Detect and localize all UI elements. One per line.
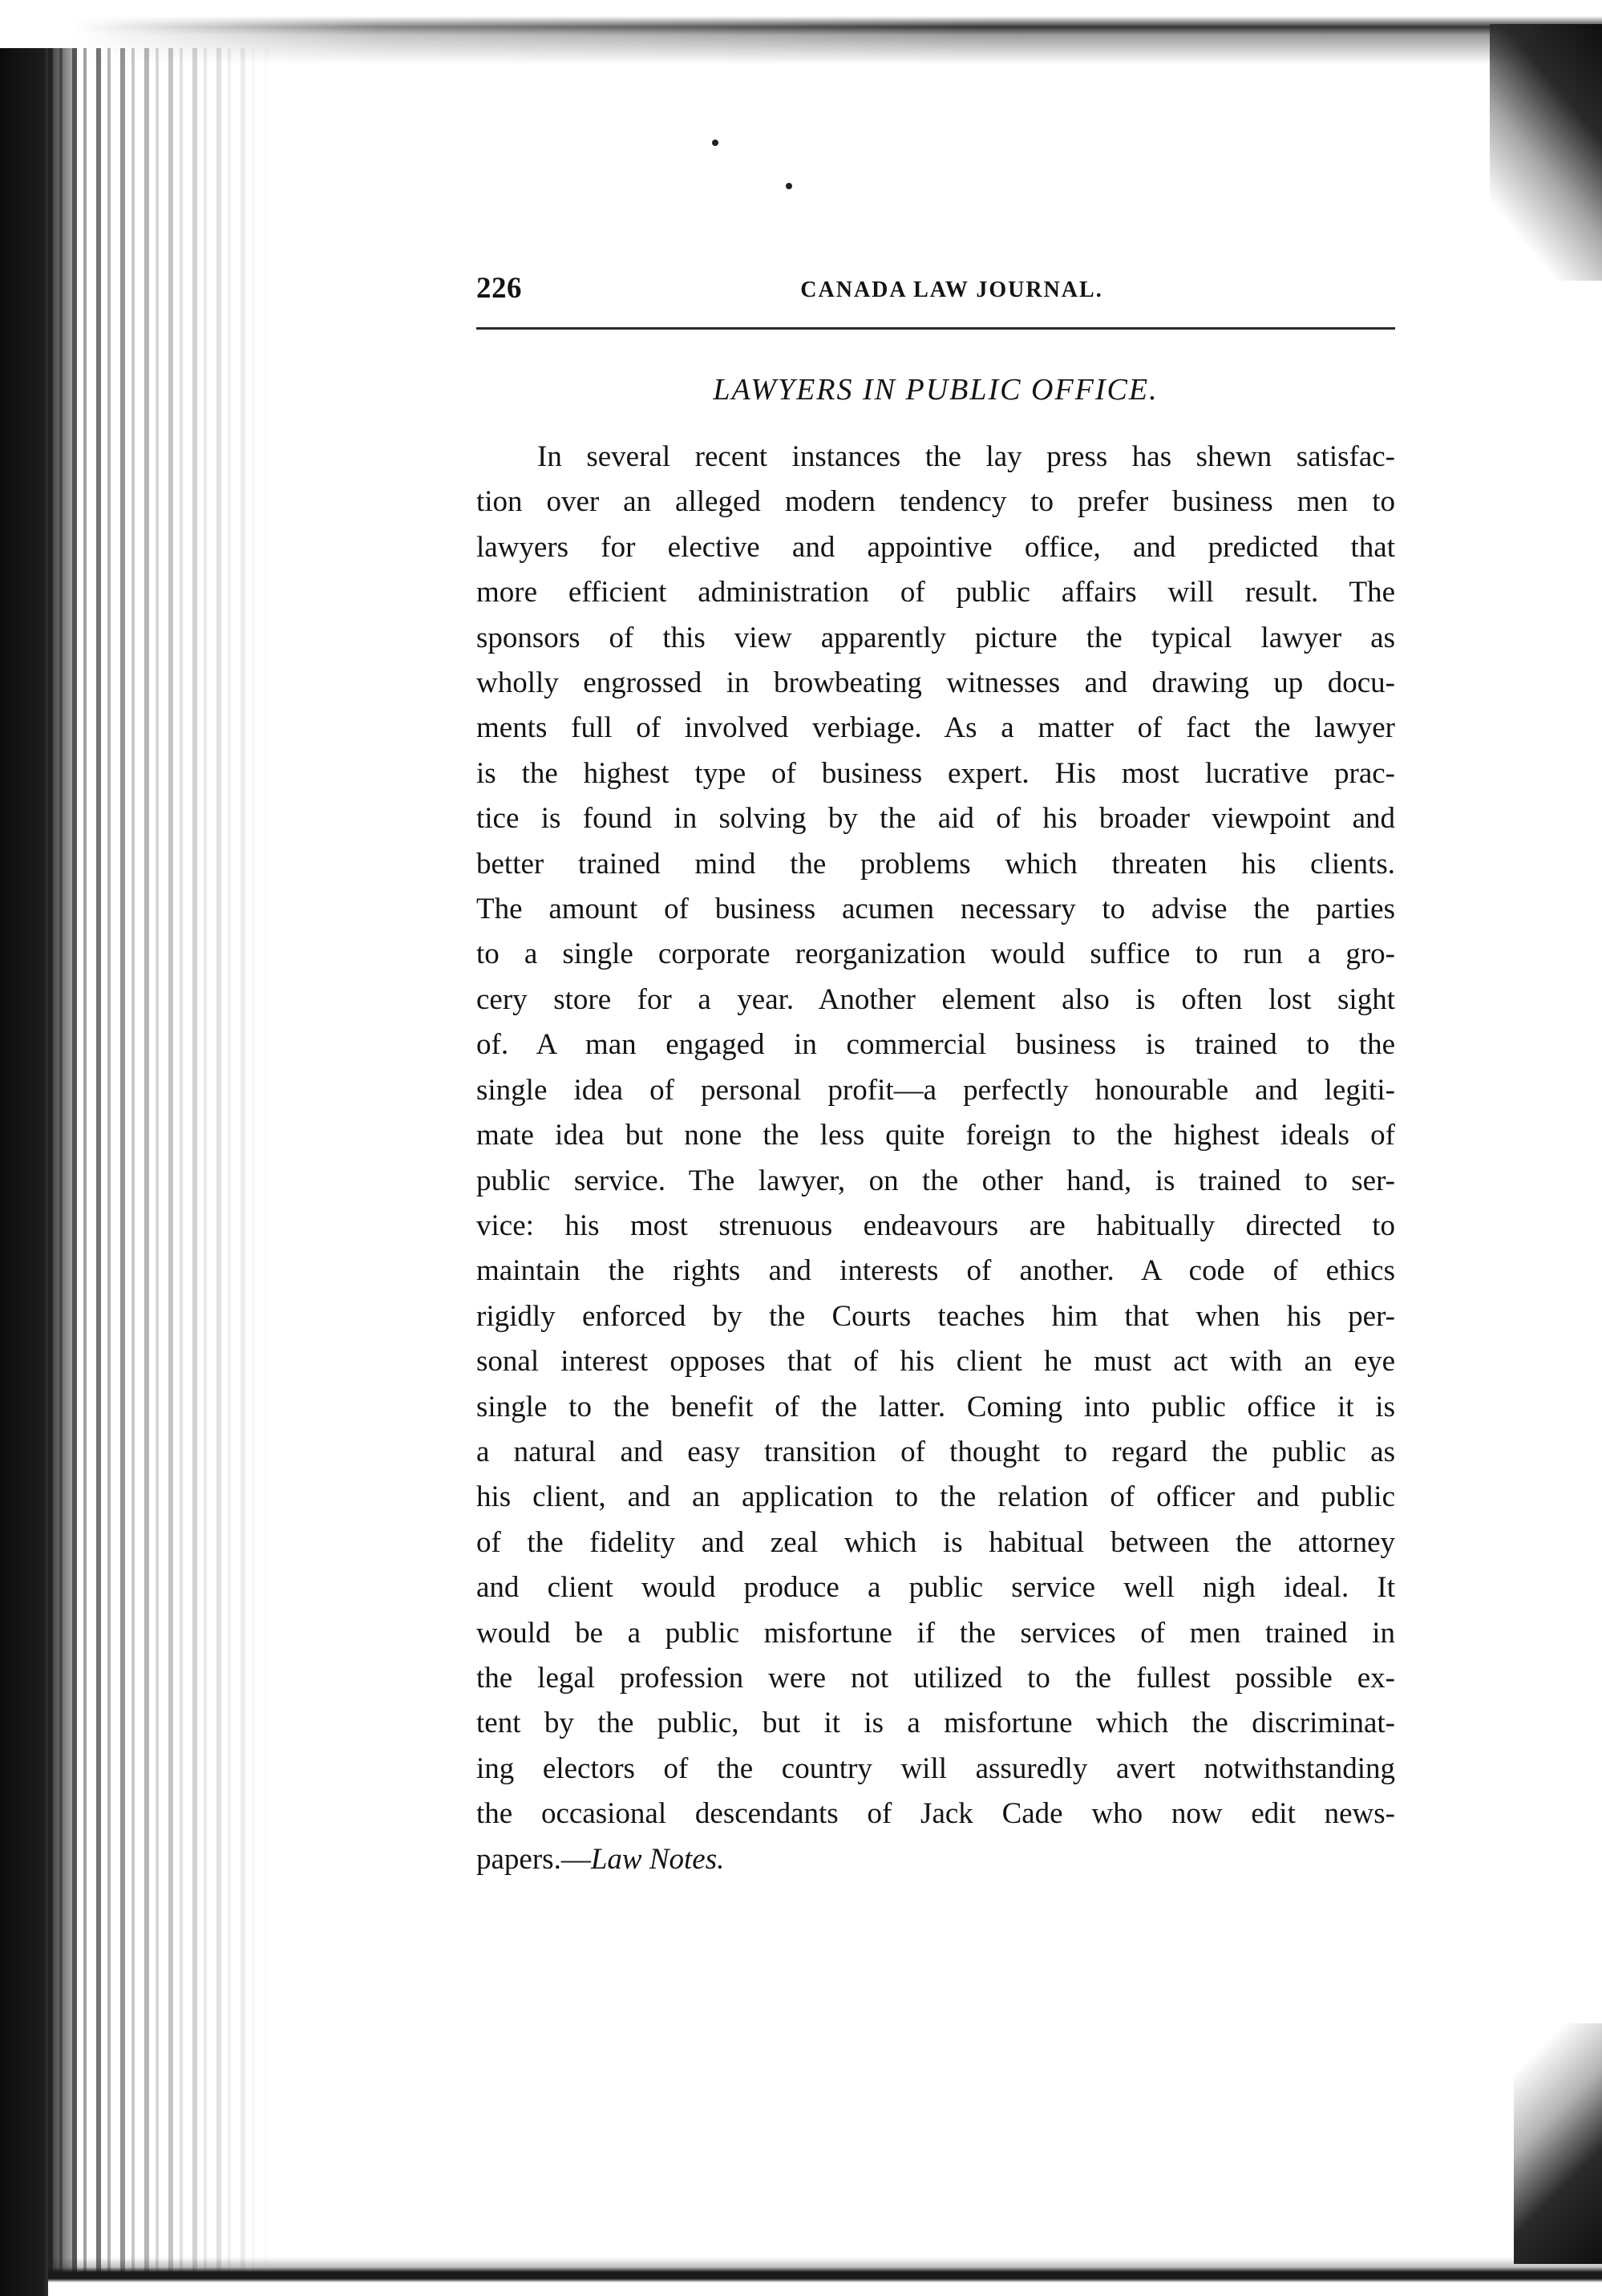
scan-speck	[786, 183, 792, 189]
scan-corner-top-right	[1490, 24, 1602, 281]
body-line: tion over an alleged modern tendency to prefer business men to	[476, 485, 1395, 519]
body-line: single to the benefit of the latter. Coming into public office it is	[476, 1390, 1395, 1423]
body-line: of. A man engaged in commercial business is trained to the	[476, 1028, 1395, 1062]
body-line: vice: his most strenuous endeavours are habitually directed to	[476, 1209, 1395, 1242]
scan-shadow-bottom	[48, 2258, 1602, 2296]
body-line: mate idea but none the less quite foreign to the highest ideals of	[476, 1119, 1395, 1152]
last-line-text: papers.—	[476, 1842, 591, 1876]
scan-speck	[712, 140, 718, 146]
body-line: to a single corporate reorganization would suffice to run a gro-	[476, 937, 1395, 971]
body-line: cery store for a year. Another element also is often lost sight	[476, 982, 1395, 1016]
body-line: The amount of business acumen necessary to advise the parties	[476, 893, 1395, 926]
body-line: the occasional descendants of Jack Cade who now edit news-	[476, 1797, 1395, 1831]
body-line: better trained mind the problems which threaten his clients.	[476, 847, 1395, 881]
body-line: and client would produce a public service well nigh ideal. It	[476, 1571, 1395, 1605]
body-last-line	[476, 1837, 1395, 1882]
source-attribution: Law Notes.	[590, 1842, 725, 1876]
body-line: single idea of personal profit—a perfectly honourable and legiti-	[476, 1073, 1395, 1107]
body-line: wholly engrossed in browbeating witnesses and drawing up docu-	[476, 666, 1395, 700]
body-line: the legal profession were not utilized to the fullest possible ex-	[476, 1661, 1395, 1695]
body-line: maintain the rights and interests of another. A code of ethics	[476, 1254, 1395, 1288]
page-header	[476, 271, 1395, 327]
header-rule	[476, 327, 1395, 330]
body-line: his client, and an application to the relation of officer and public	[476, 1480, 1395, 1514]
scan-binding-edge	[0, 48, 72, 2296]
article-body	[476, 435, 1395, 1882]
scan-shadow-top	[72, 0, 1602, 64]
body-line: of the fidelity and zeal which is habitual between the attorney	[476, 1525, 1395, 1559]
journal-title: CANADA LAW JOURNAL.	[800, 277, 1103, 302]
body-line: ing electors of the country will assuredly avert notwithstanding	[476, 1751, 1395, 1785]
body-line: public service. The lawyer, on the other hand, is trained to ser-	[476, 1164, 1395, 1197]
scan-corner-bottom-right	[1514, 2023, 1602, 2264]
body-line: a natural and easy transition of thought to regard the public as	[476, 1435, 1395, 1468]
body-line: more efficient administration of public affairs will result. The	[476, 576, 1395, 609]
body-line: sponsors of this view apparently picture the typical lawyer as	[476, 621, 1395, 654]
body-line: sonal interest opposes that of his client he must act with an eye	[476, 1345, 1395, 1379]
body-line: is the highest type of business expert. His most lucrative prac-	[476, 756, 1395, 790]
body-line: In several recent instances the lay press has shewn satisfac-	[537, 440, 1395, 473]
article-title: LAWYERS IN PUBLIC OFFICE.	[713, 373, 1159, 407]
body-line: tice is found in solving by the aid of his broader viewpoint and	[476, 802, 1395, 836]
body-line: rigidly enforced by the Courts teaches him that when his per-	[476, 1299, 1395, 1333]
body-line: lawyers for elective and appointive office, and predicted that	[476, 530, 1395, 564]
body-line: ments full of involved verbiage. As a matter of fact the lawyer	[476, 711, 1395, 745]
page-number: 226	[476, 272, 522, 305]
body-line: would be a public misfortune if the services of men trained in	[476, 1616, 1395, 1650]
body-line: tent by the public, but it is a misfortune which the discriminat-	[476, 1707, 1395, 1740]
